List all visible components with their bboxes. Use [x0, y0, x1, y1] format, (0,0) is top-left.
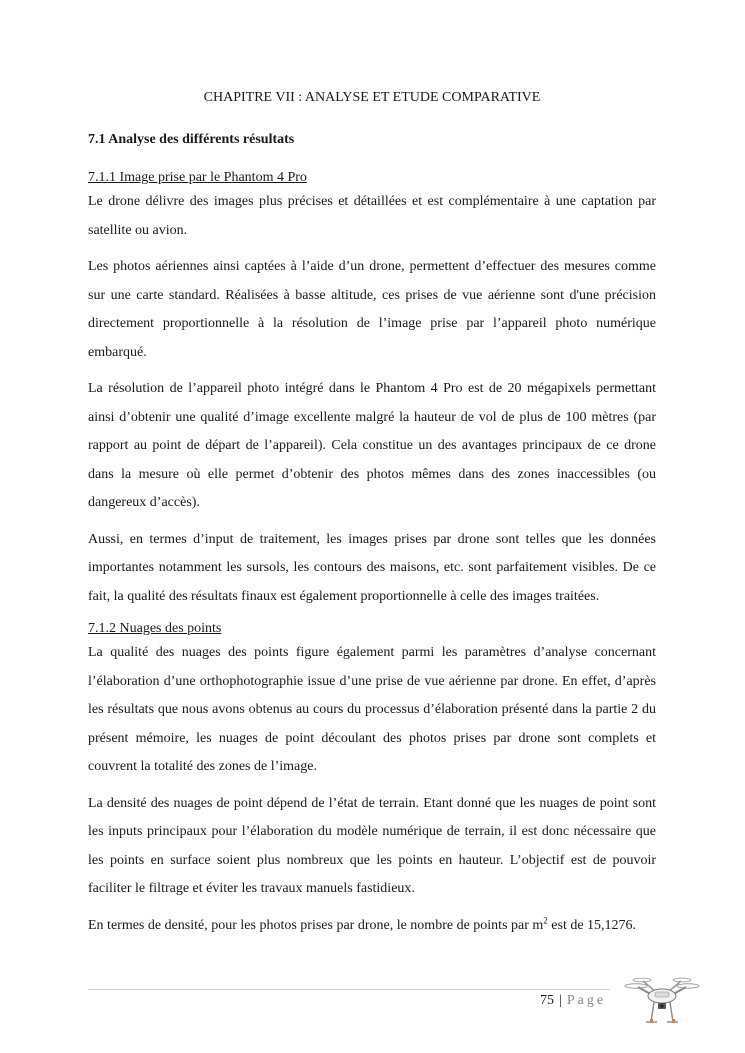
density-paragraph	[88, 912, 656, 941]
subsection-title-1: 7.1.1 Image prise par le Phantom 4 Pro	[88, 170, 307, 185]
density-text-after: est de 15,1276.	[547, 917, 637, 933]
paragraph: La densité des nuages de point dépend de l’état de terrain. Etant donné que les nuages de point sont les inputs principaux pour l’élaboration du modèle numérique de terrain, il est donc nécessaire que les points en surface soient plus nombreux que les points en hauteur. L’objectif est de pouvoir faciliter le filtrage et éviter les travaux manuels fastidieux.	[88, 795, 656, 896]
subsection-title-2: 7.1.2 Nuages des points	[88, 621, 222, 636]
paragraph: Le drone délivre des images plus précises et détaillées et est complémentaire à une captation par satellite ou avion.	[88, 194, 656, 238]
chapter-title: CHAPITRE VII : ANALYSE ET ETUDE COMPARATIVE	[203, 90, 541, 105]
paragraph: Les photos aériennes ainsi captées à l’aide d’un drone, permettent d’effectuer des mesures comme sur une carte standard. Réalisées à basse altitude, ces prises de vue aérienne sont d'une précision directement proportionnelle à la résolution de l’image prise par l’appareil photo numérique embarqué.	[88, 259, 656, 360]
footer-divider	[88, 989, 610, 990]
paragraph: La résolution de l’appareil photo intégré dans le Phantom 4 Pro est de 20 mégapixels permettant ainsi d’obtenir une qualité d’image excellente malgré la hauteur de vol de plus de 100 mètres (par rapport au point de départ de l’appareil). Cela constitue un des avantages principaux de ce drone dans la mesure où elle permet d’obtenir des photos mêmes dans des zones inaccessibles (ou dangereux d’accès).	[88, 381, 656, 510]
page-label: Page	[566, 993, 607, 1008]
page-footer	[540, 992, 606, 1010]
paragraph: Aussi, en termes d’input de traitement, les images prises par drone sont telles que les données importantes notamment les sursols, les contours des maisons, etc. sont parfaitement visibles. De ce fait, la qualité des résultats finaux est également proportionnelle à celle des images traitées.	[88, 531, 656, 604]
section-title: 7.1 Analyse des différents résultats	[88, 132, 295, 147]
page-number: 75	[540, 993, 554, 1008]
paragraph: La qualité des nuages des points figure également parmi les paramètres d’analyse concernant l’élaboration d’une orthophotographie issue d’une prise de vue aérienne par drone. En effet, d’après les résultats que nous avons obtenus au cours du processus d’élaboration présenté dans la partie 2 du présent mémoire, les nuages de point découlant des photos prises par drone sont complets et couvrent la totalité des zones de l’image.	[88, 645, 656, 774]
density-text-before: En termes de densité, pour les photos prises par drone, le nombre de points par m	[88, 917, 544, 933]
drone-icon	[624, 972, 700, 1030]
footer-separator: |	[559, 993, 562, 1008]
superscript-exponent: 2	[543, 914, 548, 925]
page-content	[88, 88, 656, 948]
